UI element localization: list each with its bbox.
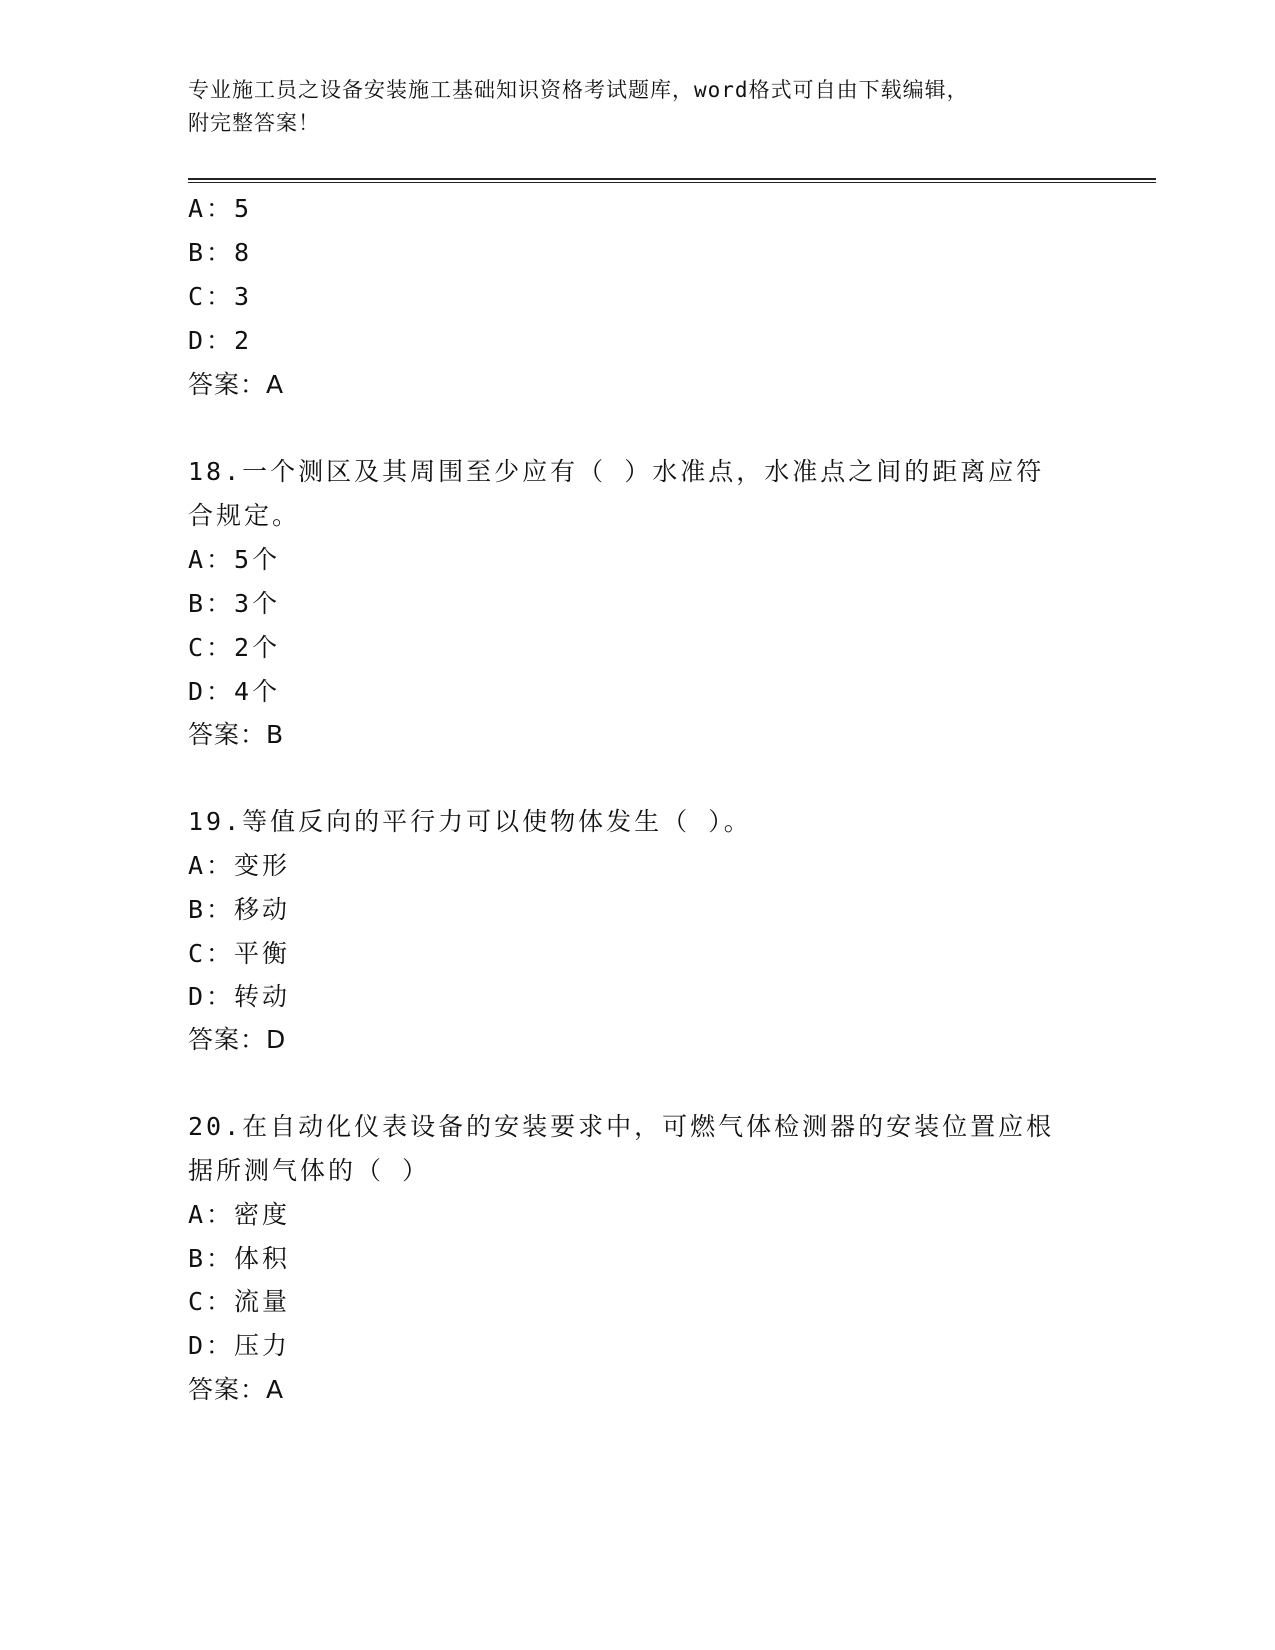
q20-answer: 答案：A — [188, 1375, 285, 1404]
q20-question-line-1: 20.在自动化仪表设备的安装要求中，可燃气体检测器的安装位置应根 — [188, 1112, 1055, 1141]
q18-option-d: D：4个 — [188, 677, 281, 706]
q19-option-c: C：平衡 — [188, 939, 291, 968]
header-line-1: 专业施工员之设备安装施工基础知识资格考试题库，word格式可自由下载编辑， — [188, 78, 969, 102]
q17-answer: 答案：A — [188, 370, 285, 399]
q19-question-line-1: 19.等值反向的平行力可以使物体发生（ ）。 — [188, 807, 752, 836]
q20-option-c: C：流量 — [188, 1287, 291, 1316]
q17-option-a: A：5 — [188, 194, 253, 223]
q17-option-b: B：8 — [188, 238, 253, 267]
q19-option-a: A：变形 — [188, 851, 291, 880]
q18-question-line-1: 18.一个测区及其周围至少应有（ ）水准点，水准点之间的距离应符 — [188, 457, 1045, 486]
q17-option-d: D：2 — [188, 326, 253, 355]
q17-option-c: C：3 — [188, 282, 253, 311]
q18-option-c: C：2个 — [188, 633, 281, 662]
q20-option-a: A：密度 — [188, 1200, 291, 1229]
q19-answer: 答案：D — [188, 1025, 287, 1054]
q19-option-d: D：转动 — [188, 982, 291, 1011]
header-divider — [188, 178, 1156, 183]
q18-answer: 答案：B — [188, 720, 285, 749]
q18-option-b: B：3个 — [188, 589, 281, 618]
q19-option-b: B：移动 — [188, 895, 291, 924]
q18-question-line-2: 合规定。 — [188, 501, 301, 530]
header-line-2: 附完整答案！ — [188, 111, 320, 135]
q18-option-a: A：5个 — [188, 545, 281, 574]
q20-option-b: B：体积 — [188, 1244, 291, 1273]
q20-option-d: D：压力 — [188, 1331, 291, 1360]
q20-question-line-2: 据所测气体的（ ） — [188, 1156, 431, 1185]
document-header — [188, 74, 1088, 140]
